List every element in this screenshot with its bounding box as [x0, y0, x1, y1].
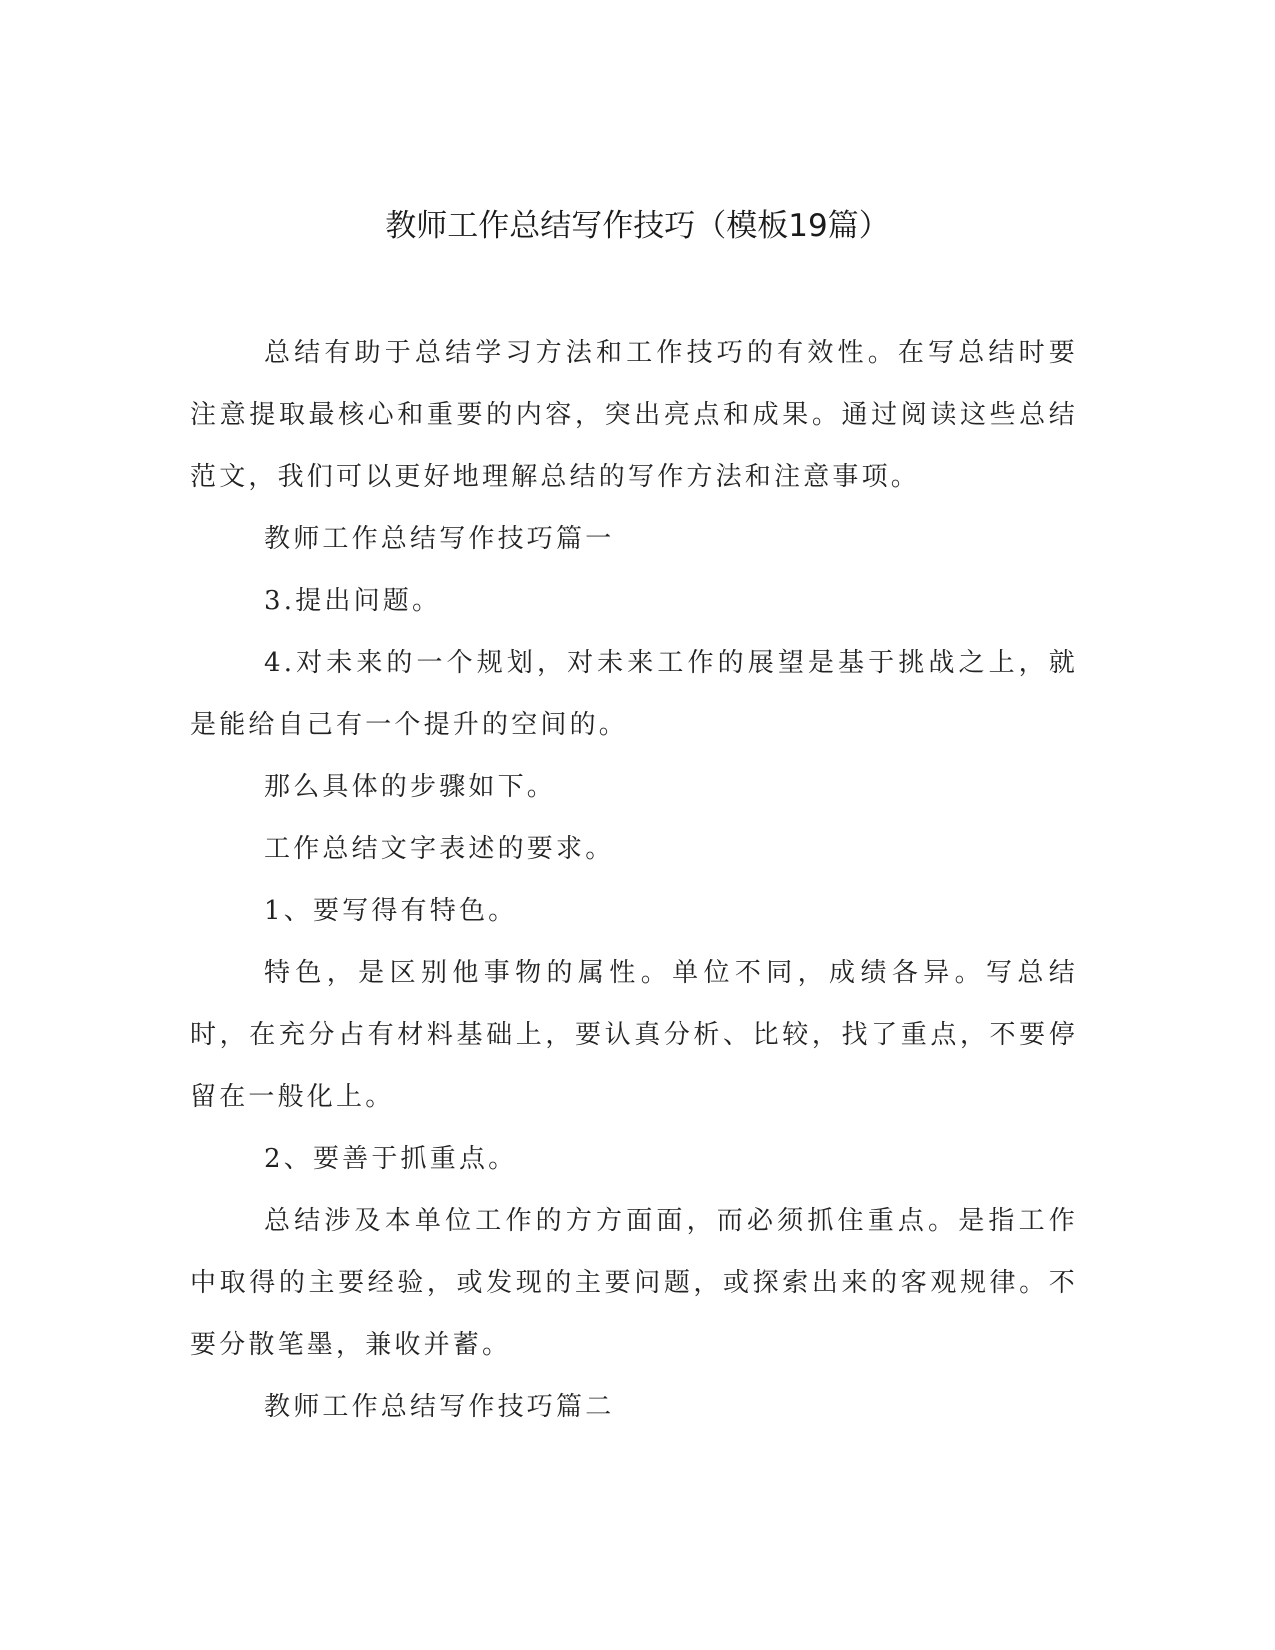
requirement-2-heading: 2、要善于抓重点。 — [264, 1144, 518, 1174]
requirement-1-heading: 1、要写得有特色。 — [264, 896, 518, 926]
document-body — [190, 322, 1078, 1438]
section-heading-1: 教师工作总结写作技巧篇一 — [264, 524, 615, 554]
section-heading-2: 教师工作总结写作技巧篇二 — [264, 1392, 615, 1422]
steps-paragraph: 那么具体的步骤如下。 — [264, 772, 557, 802]
requirement-1-paragraph: 特色，是区别他事物的属性。单位不同，成绩各异。写总结时，在充分占有材料基础上，要认真分析、比较，找了重点，不要停留在一般化上。 — [190, 958, 1078, 1112]
list-item-3: 3.提出问题。 — [264, 586, 442, 616]
requirements-paragraph: 工作总结文字表述的要求。 — [264, 834, 615, 864]
requirement-2-paragraph: 总结涉及本单位工作的方方面面，而必须抓住重点。是指工作中取得的主要经验，或发现的主要问题，或探索出来的客观规律。不要分散笔墨，兼收并蓄。 — [190, 1206, 1078, 1360]
document-title: 教师工作总结写作技巧（模板19篇） — [385, 208, 890, 244]
intro-paragraph: 总结有助于总结学习方法和工作技巧的有效性。在写总结时要注意提取最核心和重要的内容，突出亮点和成果。通过阅读这些总结范文，我们可以更好地理解总结的写作方法和注意事项。 — [190, 338, 1078, 492]
list-item-4: 4.对未来的一个规划，对未来工作的展望是基于挑战之上，就是能给自己有一个提升的空间的。 — [190, 648, 1078, 740]
